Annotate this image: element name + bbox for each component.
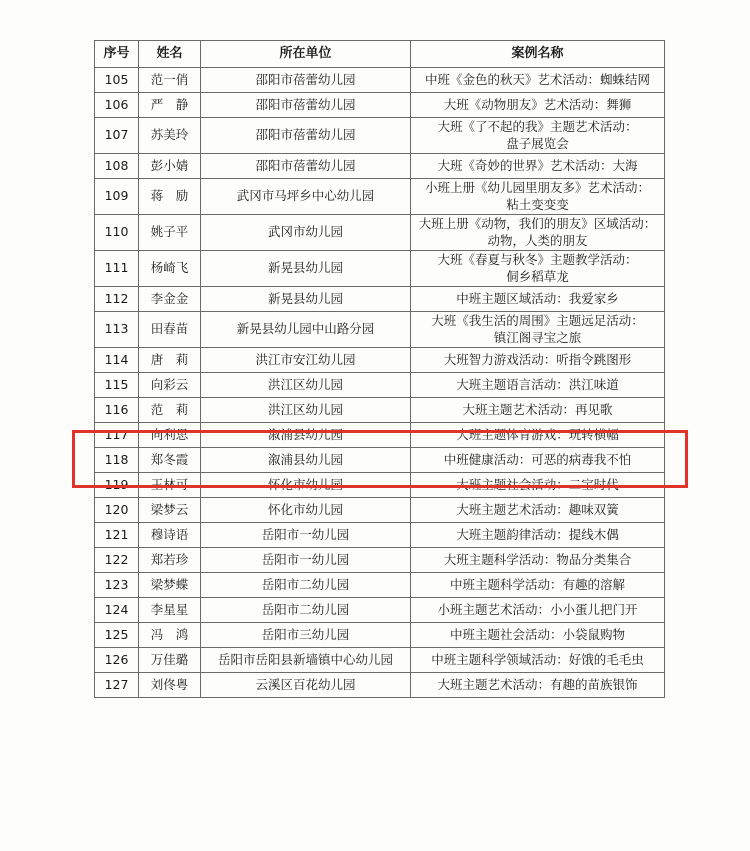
cell-name: 李金金 [139,287,201,312]
case-line-1: 大班智力游戏活动：听指令跳图形 [443,351,632,367]
cell-case [411,673,665,698]
cell-unit: 怀化市幼儿园 [201,498,411,523]
case-line-1: 小班主题艺术活动：小小蛋儿把门开 [437,601,638,617]
cell-case [411,312,665,348]
cell-case [411,348,665,373]
cell-unit: 岳阳市岳阳县新墙镇中心幼儿园 [201,648,411,673]
table-row [95,598,665,623]
cell-no: 109 [95,179,139,215]
cell-case [411,598,665,623]
table-header-row [95,41,665,68]
cell-name: 穆诗语 [139,523,201,548]
case-line-1: 大班主题科学活动：物品分类集合 [443,551,632,567]
case-line-1: 大班主题体育游戏：玩转横幅 [456,426,619,442]
cell-no: 113 [95,312,139,348]
cell-case [411,93,665,118]
cell-case [411,398,665,423]
cell-no: 119 [95,473,139,498]
table-row [95,68,665,93]
cell-unit: 洪江市安江幼儿园 [201,348,411,373]
table-row [95,623,665,648]
cell-case [411,179,665,215]
cell-case [411,498,665,523]
cell-name: 李星星 [139,598,201,623]
cell-no: 115 [95,373,139,398]
cell-unit: 岳阳市一幼儿园 [201,523,411,548]
cell-case [411,548,665,573]
case-line-1: 大班《了不起的我》主题艺术活动： [437,118,638,134]
cell-no: 121 [95,523,139,548]
table-row [95,573,665,598]
cell-case [411,215,665,251]
cell-no: 117 [95,423,139,448]
cell-name: 彭小婧 [139,154,201,179]
header-unit: 所在单位 [201,41,411,68]
case-line-2: 侗乡稻草龙 [506,268,569,284]
table-row [95,673,665,698]
table-row [95,312,665,348]
cell-no: 108 [95,154,139,179]
cell-no: 112 [95,287,139,312]
cell-no: 118 [95,448,139,473]
cell-case [411,473,665,498]
cell-unit: 怀化市幼儿园 [201,473,411,498]
cell-unit: 溆浦县幼儿园 [201,448,411,473]
table-row [95,473,665,498]
case-line-1: 大班《动物朋友》艺术活动：舞狮 [443,96,632,112]
cell-case [411,448,665,473]
cell-no: 110 [95,215,139,251]
cell-unit: 新晃县幼儿园 [201,251,411,287]
table-row [95,93,665,118]
cell-name: 梁梦云 [139,498,201,523]
table-row [95,287,665,312]
cell-name: 向彩云 [139,373,201,398]
cell-unit: 云溪区百花幼儿园 [201,673,411,698]
cell-no: 114 [95,348,139,373]
cell-name: 蒋 励 [139,179,201,215]
case-line-1: 大班上册《动物，我们的朋友》区域活动： [418,215,657,231]
case-line-2: 动物，人类的朋友 [487,232,588,248]
cell-no: 125 [95,623,139,648]
cell-unit: 岳阳市一幼儿园 [201,548,411,573]
header-case: 案例名称 [411,41,665,68]
cell-name: 刘佟粤 [139,673,201,698]
cell-name: 苏美玲 [139,118,201,154]
cell-unit: 武冈市幼儿园 [201,215,411,251]
case-line-2: 盘子展览会 [506,135,569,151]
cell-case [411,251,665,287]
case-line-1: 中班主题区域活动：我爱家乡 [456,290,619,306]
cell-name: 向利思 [139,423,201,448]
cell-unit: 新晃县幼儿园 [201,287,411,312]
case-line-2: 镇江阁寻宝之旅 [493,329,582,345]
case-line-1: 中班主题社会活动：小袋鼠购物 [449,626,625,642]
cell-unit: 岳阳市二幼儿园 [201,598,411,623]
case-line-1: 中班健康活动：可恶的病毒我不怕 [443,451,632,467]
table-row [95,423,665,448]
cell-no: 126 [95,648,139,673]
cell-name: 范 莉 [139,398,201,423]
cell-unit: 洪江区幼儿园 [201,398,411,423]
cell-name: 郑冬霞 [139,448,201,473]
cell-case [411,523,665,548]
cell-unit: 邵阳市蓓蕾幼儿园 [201,154,411,179]
table-row [95,348,665,373]
cell-name: 范一俏 [139,68,201,93]
table-row [95,523,665,548]
cell-unit: 岳阳市二幼儿园 [201,573,411,598]
cell-case [411,154,665,179]
case-line-1: 中班主题科学领域活动：好饿的毛毛虫 [431,651,644,667]
table-row [95,373,665,398]
table-row [95,448,665,473]
cell-no: 120 [95,498,139,523]
cell-unit: 邵阳市蓓蕾幼儿园 [201,68,411,93]
table-row [95,398,665,423]
case-line-1: 大班主题韵律活动：提线木偶 [456,526,619,542]
cell-name: 梁梦蝶 [139,573,201,598]
cell-case [411,68,665,93]
cell-no: 122 [95,548,139,573]
case-line-1: 中班主题科学活动：有趣的溶解 [449,576,625,592]
case-line-1: 大班《奇妙的世界》艺术活动：大海 [437,157,638,173]
cell-name: 田春苗 [139,312,201,348]
cell-unit: 新晃县幼儿园中山路分园 [201,312,411,348]
cell-name: 郑若珍 [139,548,201,573]
case-line-1: 大班《春夏与秋冬》主题教学活动： [437,251,638,267]
table-row [95,498,665,523]
cell-no: 105 [95,68,139,93]
cell-unit: 岳阳市三幼儿园 [201,623,411,648]
cell-case [411,118,665,154]
cell-no: 111 [95,251,139,287]
table-row [95,215,665,251]
case-line-1: 大班主题艺术活动：趣味双簧 [456,501,619,517]
cell-name: 唐 莉 [139,348,201,373]
case-line-1: 小班上册《幼儿园里朋友多》艺术活动： [424,179,650,195]
cell-case [411,373,665,398]
table-row [95,154,665,179]
header-no: 序号 [95,41,139,68]
cell-name: 王林可 [139,473,201,498]
cell-name: 严 静 [139,93,201,118]
cell-no: 106 [95,93,139,118]
case-list-table [94,40,665,698]
cell-case [411,573,665,598]
cell-no: 123 [95,573,139,598]
cell-no: 107 [95,118,139,154]
cell-name: 杨崎飞 [139,251,201,287]
case-line-1: 中班《金色的秋天》艺术活动：蜘蛛结网 [424,71,650,87]
table-row [95,548,665,573]
cell-unit: 洪江区幼儿园 [201,373,411,398]
cell-name: 冯 鸿 [139,623,201,648]
cell-name: 万佳璐 [139,648,201,673]
case-line-1: 大班主题艺术活动：再见歌 [462,401,613,417]
cell-unit: 邵阳市蓓蕾幼儿园 [201,93,411,118]
case-line-1: 大班主题艺术活动：有趣的苗族银饰 [437,676,638,692]
table-row [95,251,665,287]
cell-case [411,623,665,648]
case-line-1: 大班主题社会活动：二宝时代 [456,476,619,492]
cell-unit: 溆浦县幼儿园 [201,423,411,448]
cell-unit: 邵阳市蓓蕾幼儿园 [201,118,411,154]
case-line-1: 大班《我生活的周围》主题远足活动： [431,312,644,328]
cell-case [411,648,665,673]
cell-no: 124 [95,598,139,623]
cell-no: 116 [95,398,139,423]
cell-case [411,423,665,448]
case-line-1: 大班主题语言活动：洪江味道 [456,376,619,392]
cell-case [411,287,665,312]
case-line-2: 粘土变变变 [506,196,569,212]
cell-name: 姚子平 [139,215,201,251]
table-row [95,648,665,673]
table-row [95,179,665,215]
cell-no: 127 [95,673,139,698]
cell-unit: 武冈市马坪乡中心幼儿园 [201,179,411,215]
table-row [95,118,665,154]
header-name: 姓名 [139,41,201,68]
